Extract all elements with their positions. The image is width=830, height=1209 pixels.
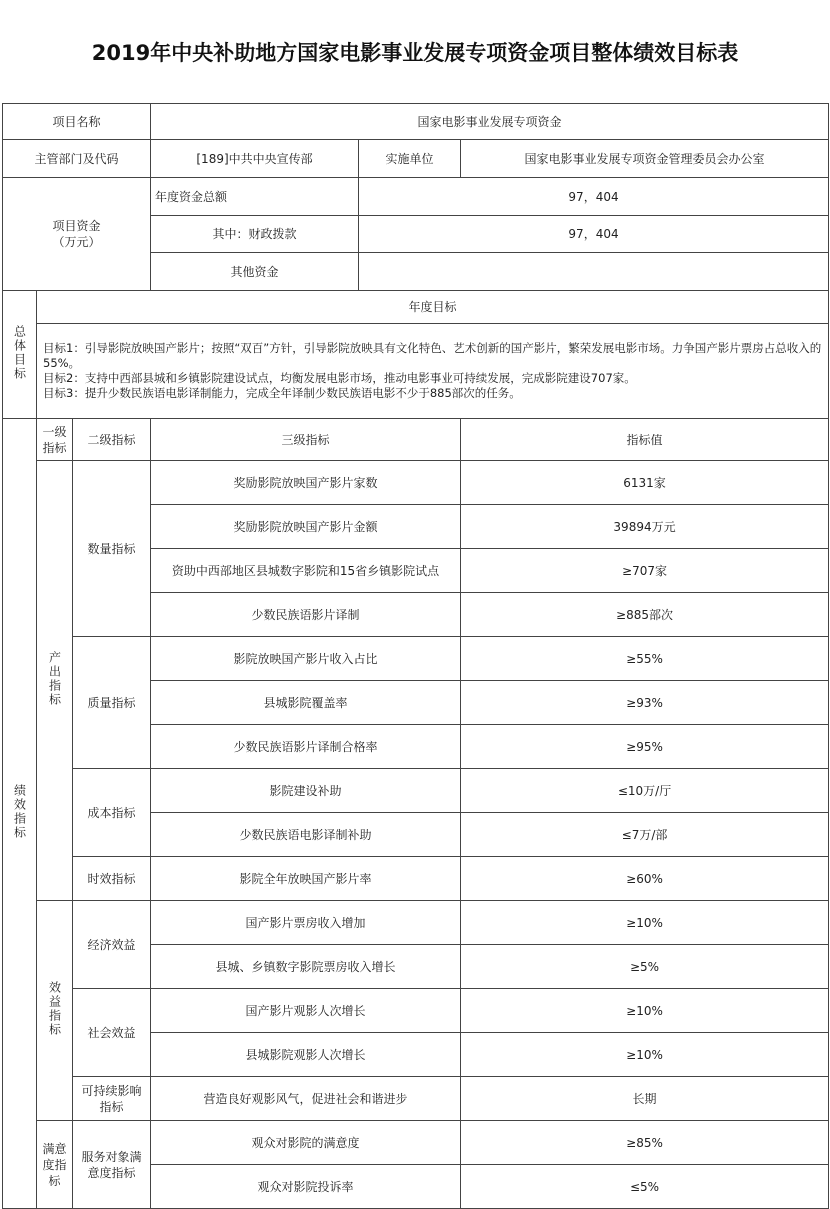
indicator-name: 观众对影院投诉率 <box>151 1165 461 1209</box>
indicator-name: 影院建设补助 <box>151 769 461 813</box>
benefit-indicator-text: 效益指标 <box>47 980 62 1037</box>
funds-other-label: 其他资金 <box>151 253 359 291</box>
indicator-value: ≥60% <box>461 857 829 901</box>
header-value: 指标值 <box>461 419 829 461</box>
quality-indicator-label: 质量指标 <box>73 637 151 769</box>
funds-total-label: 年度资金总额 <box>151 178 359 216</box>
department-value: [189]中共中央宣传部 <box>151 140 359 178</box>
goal-1: 目标1：引导影院放映国产影片；按照“双百”方针，引导影院放映具有文化特色、艺术创新的国产影片，繁荣发展电影市场。力争国产影片票房占总收入的55%。 <box>43 341 822 370</box>
indicator-name: 县城、乡镇数字影院票房收入增长 <box>151 945 461 989</box>
department-label: 主管部门及代码 <box>3 140 151 178</box>
overall-goal-side-label <box>3 291 37 419</box>
implementing-unit-value: 国家电影事业发展专项资金管理委员会办公室 <box>461 140 829 178</box>
indicator-value: ≥10% <box>461 901 829 945</box>
indicator-value: ≥5% <box>461 945 829 989</box>
indicator-name: 县城影院观影人次增长 <box>151 1033 461 1077</box>
funds-other-value <box>359 253 829 291</box>
indicator-value: ≥707家 <box>461 549 829 593</box>
table-row <box>3 1121 829 1165</box>
header-level2: 二级指标 <box>73 419 151 461</box>
sustainable-impact-label: 可持续影响指标 <box>73 1077 151 1121</box>
indicator-name: 少数民族语电影译制补助 <box>151 813 461 857</box>
project-name-row <box>3 104 829 140</box>
output-indicator-text: 产出指标 <box>47 650 62 707</box>
funds-total-row <box>3 178 829 216</box>
indicator-value: ≤10万/厅 <box>461 769 829 813</box>
table-row <box>3 637 829 681</box>
indicator-value: ≥10% <box>461 1033 829 1077</box>
time-indicator-label: 时效指标 <box>73 857 151 901</box>
annual-goal-header: 年度目标 <box>37 291 829 324</box>
indicator-header-row <box>3 419 829 461</box>
table-row <box>3 1077 829 1121</box>
indicator-value: ≥85% <box>461 1121 829 1165</box>
perf-side-label <box>3 419 37 1209</box>
indicator-value: ≥93% <box>461 681 829 725</box>
indicator-value: 长期 <box>461 1077 829 1121</box>
indicator-name: 少数民族语影片译制合格率 <box>151 725 461 769</box>
funds-fiscal-value: 97，404 <box>359 216 829 253</box>
annual-goal-text <box>37 324 829 419</box>
implementing-unit-label: 实施单位 <box>359 140 461 178</box>
indicator-value: ≥55% <box>461 637 829 681</box>
benefit-indicator-label <box>37 901 73 1121</box>
output-indicator-label <box>37 461 73 901</box>
indicator-name: 奖励影院放映国产影片家数 <box>151 461 461 505</box>
project-name-label: 项目名称 <box>3 104 151 140</box>
funds-label-line2: （万元） <box>52 235 101 249</box>
indicator-name: 国产影片观影人次增长 <box>151 989 461 1033</box>
funds-fiscal-label: 其中：财政拨款 <box>151 216 359 253</box>
page-title: 2019年中央补助地方国家电影事业发展专项资金项目整体绩效目标表 <box>91 40 739 65</box>
goal-2: 目标2：支持中西部县城和乡镇影院建设试点，均衡发展电影市场，推动电影事业可持续发展，完成影院建设707家。 <box>43 371 636 385</box>
department-row <box>3 140 829 178</box>
cost-indicator-label: 成本指标 <box>73 769 151 857</box>
funds-label-line1: 项目资金 <box>52 219 101 233</box>
indicator-value: ≤5% <box>461 1165 829 1209</box>
indicator-name: 观众对影院的满意度 <box>151 1121 461 1165</box>
social-benefit-label: 社会效益 <box>73 989 151 1077</box>
table-row <box>3 989 829 1033</box>
table-row <box>3 857 829 901</box>
indicator-value: ≥10% <box>461 989 829 1033</box>
performance-table <box>2 103 829 1209</box>
indicator-name: 影院全年放映国产影片率 <box>151 857 461 901</box>
indicator-value: 6131家 <box>461 461 829 505</box>
goal-3: 目标3：提升少数民族语电影译制能力，完成全年译制少数民族语电影不少于885部次的任务。 <box>43 386 521 400</box>
indicator-name: 少数民族语影片译制 <box>151 593 461 637</box>
indicator-value: 39894万元 <box>461 505 829 549</box>
satisfaction-indicator-label: 满意度指标 <box>37 1121 73 1209</box>
annual-goal-header-row <box>3 291 829 324</box>
annual-goal-row <box>3 324 829 419</box>
indicator-name: 奖励影院放映国产影片金额 <box>151 505 461 549</box>
indicator-name: 营造良好观影风气，促进社会和谐进步 <box>151 1077 461 1121</box>
indicator-value: ≤7万/部 <box>461 813 829 857</box>
quantity-indicator-label: 数量指标 <box>73 461 151 637</box>
header-level3: 三级指标 <box>151 419 461 461</box>
header-level1: 一级指标 <box>37 419 73 461</box>
indicator-name: 县城影院覆盖率 <box>151 681 461 725</box>
indicator-name: 国产影片票房收入增加 <box>151 901 461 945</box>
indicator-name: 影院放映国产影片收入占比 <box>151 637 461 681</box>
indicator-value: ≥95% <box>461 725 829 769</box>
table-row <box>3 901 829 945</box>
overall-goal-side-text: 总体目标 <box>12 324 27 381</box>
indicator-name: 资助中西部地区县城数字影院和15省乡镇影院试点 <box>151 549 461 593</box>
perf-side-text: 绩效指标 <box>12 783 27 840</box>
funds-total-value: 97，404 <box>359 178 829 216</box>
economic-benefit-label: 经济效益 <box>73 901 151 989</box>
service-satisfaction-label: 服务对象满意度指标 <box>73 1121 151 1209</box>
project-name-value: 国家电影事业发展专项资金 <box>151 104 829 140</box>
table-row <box>3 461 829 505</box>
funds-label <box>3 178 151 291</box>
table-row <box>3 769 829 813</box>
indicator-value: ≥885部次 <box>461 593 829 637</box>
